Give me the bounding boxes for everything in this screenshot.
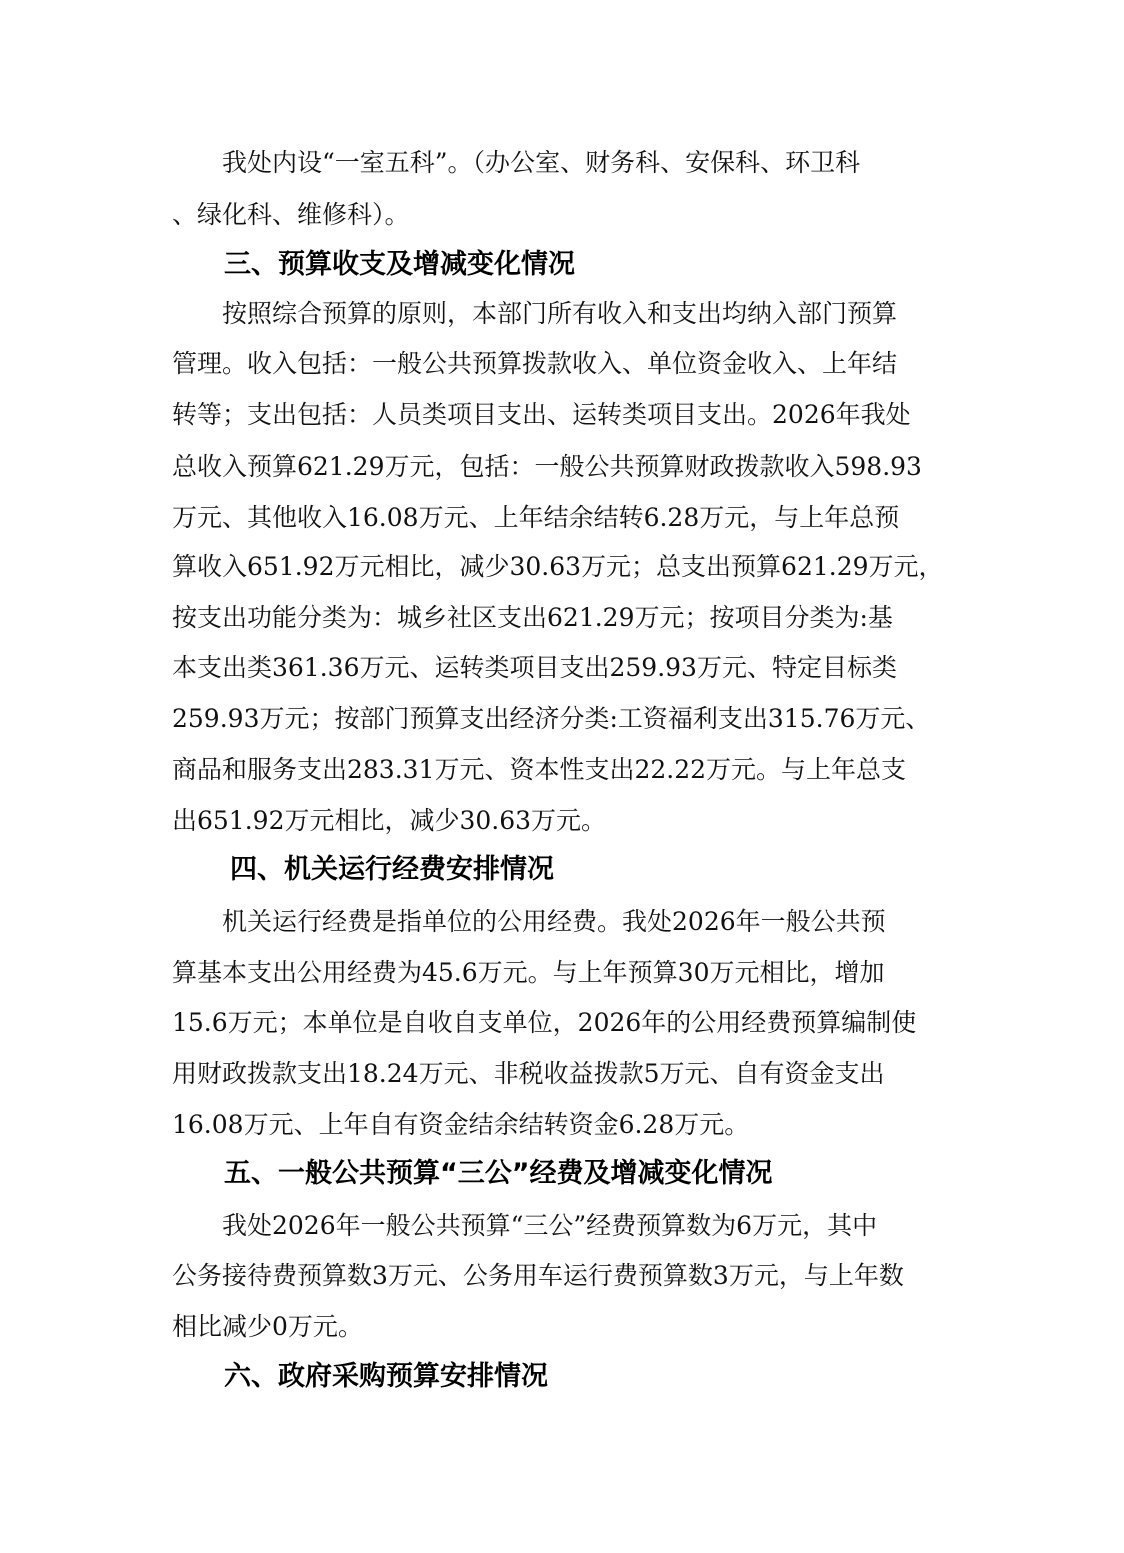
paragraph-line: 转等；支出包括：人员类项目支出、运转类项目支出。2026年我处: [172, 400, 911, 429]
paragraph-line: 管理。收入包括：一般公共预算拨款收入、单位资金收入、上年结: [172, 349, 898, 378]
paragraph-line: 机关运行经费是指单位的公用经费。我处2026年一般公共预: [222, 907, 886, 936]
section-heading-3: 三、预算收支及增减变化情况: [224, 249, 575, 280]
section-heading-6: 六、政府采购预算安排情况: [224, 1361, 548, 1392]
paragraph-line: 出651.92万元相比，减少30.63万元。: [172, 806, 607, 835]
paragraph-line: 算基本支出公用经费为45.6万元。与上年预算30万元相比，增加: [172, 958, 885, 987]
paragraph-line: 我处2026年一般公共预算“三公”经费预算数为6万元，其中: [222, 1211, 878, 1240]
paragraph-line: 15.6万元；本单位是自收自支单位，2026年的公用经费预算编制使: [172, 1008, 917, 1037]
paragraph-line: 我处内设“一室五科”。（办公室、财务科、安保科、环卫科: [222, 148, 861, 177]
paragraph-line: 公务接待费预算数3万元、公务用车运行费预算数3万元，与上年数: [172, 1261, 904, 1290]
paragraph-line: 算收入651.92万元相比，减少30.63万元；总支出预算621.29万元，: [172, 552, 944, 581]
paragraph-line: 本支出类361.36万元、运转类项目支出259.93万元、特定目标类: [172, 653, 897, 682]
paragraph-line: 总收入预算621.29万元，包括：一般公共预算财政拨款收入598.93: [172, 452, 922, 481]
paragraph-line: 商品和服务支出283.31万元、资本性支出22.22万元。与上年总支: [172, 755, 907, 784]
paragraph-line: 259.93万元；按部门预算支出经济分类:工资福利支出315.76万元、: [172, 704, 931, 733]
paragraph-line: 相比减少0万元。: [172, 1312, 363, 1341]
paragraph-line: 按照综合预算的原则，本部门所有收入和支出均纳入部门预算: [222, 299, 898, 328]
section-heading-5: 五、一般公共预算“三公”经费及增减变化情况: [224, 1158, 773, 1189]
paragraph-line: 万元、其他收入16.08万元、上年结余结转6.28万元，与上年总预: [172, 503, 900, 532]
paragraph-line: 16.08万元、上年自有资金结余结转资金6.28万元。: [172, 1110, 750, 1139]
paragraph-line: 、绿化科、维修科）。: [172, 200, 410, 229]
section-heading-4: 四、机关运行经费安排情况: [230, 854, 554, 885]
paragraph-line: 用财政拨款支出18.24万元、非税收益拨款5万元、自有资金支出: [172, 1059, 885, 1088]
paragraph-line: 按支出功能分类为：城乡社区支出621.29万元；按项目分类为:基: [172, 603, 893, 632]
